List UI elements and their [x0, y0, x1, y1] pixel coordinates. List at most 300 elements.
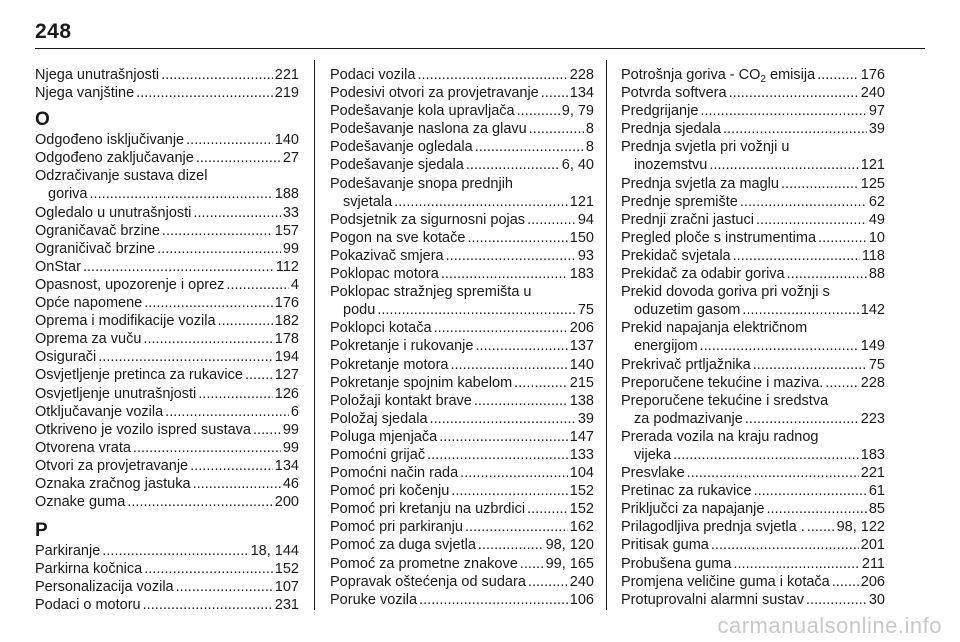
index-entry-term: Otkriveno je vozilo ispred sustava — [35, 421, 251, 438]
dot-leader — [161, 66, 273, 84]
index-entry-pages: 8 — [585, 121, 594, 138]
index-entry-pages: 127 — [274, 367, 299, 384]
index-entry[interactable] — [621, 591, 885, 609]
index-entry-term: Protuprovalni alarmni sustav — [621, 591, 804, 608]
dot-leader — [434, 319, 568, 337]
index-entry-pages: 39 — [868, 121, 885, 138]
index-entry-pages: 4 — [290, 276, 299, 293]
index-entry-term: Pomoćni grijač — [330, 446, 426, 463]
dot-leader — [517, 102, 560, 120]
index-entry-pages: 9, 79 — [561, 103, 594, 120]
index-entry-term-line1: Podešavanje snopa prednjih — [330, 175, 513, 192]
index-column-1 — [35, 66, 299, 615]
dot-leader — [766, 500, 866, 518]
index-entry-term: Pomoć pri kretanju na uzbrdici — [330, 501, 526, 518]
index-entry-term-line1: Prekid napajanja električnom — [621, 320, 808, 337]
index-entry-pages: 162 — [569, 519, 594, 536]
index-entry[interactable] — [330, 102, 594, 120]
dot-leader — [529, 120, 584, 138]
index-entry[interactable] — [330, 229, 594, 247]
index-entry[interactable] — [330, 283, 594, 319]
index-entry[interactable] — [621, 392, 885, 428]
dot-leader — [136, 84, 273, 102]
index-entry-term-line1: Prerada vozila na kraju radnog — [621, 428, 819, 445]
index-entry[interactable] — [330, 265, 594, 283]
index-entry-term-line1: Odzračivanje sustava dizel — [35, 168, 208, 185]
dot-leader — [465, 518, 568, 536]
index-entry-term: Prednja sjedala — [621, 121, 721, 138]
index-entry-pages: 176 — [274, 295, 299, 312]
index-entry-term: Prilagodljiva prednja svjetla . — [621, 519, 805, 536]
index-entry-pages: 221 — [860, 465, 885, 482]
index-entry-pages: 39 — [577, 410, 594, 427]
dot-leader — [253, 421, 281, 439]
dot-leader — [144, 294, 273, 312]
index-entry[interactable] — [621, 247, 885, 265]
dot-leader — [709, 156, 858, 174]
column-divider — [314, 60, 315, 610]
index-entry-term: Ograničivač brzine — [35, 240, 156, 257]
term-suffix: emisija — [765, 67, 816, 83]
index-entry[interactable] — [621, 573, 885, 591]
dot-leader — [475, 337, 567, 355]
index-entry-term: Pretinac za rukavice — [621, 483, 752, 500]
dot-leader — [143, 596, 273, 614]
index-entry-pages: 178 — [274, 331, 299, 348]
index-entry-pages: 221 — [274, 67, 299, 83]
dot-leader — [514, 374, 568, 392]
index-entry-pages: 88 — [868, 266, 885, 283]
index-entry[interactable] — [621, 518, 885, 536]
term-subscript: 2 — [760, 74, 766, 85]
index-entry[interactable] — [330, 573, 594, 591]
dot-leader — [133, 439, 281, 457]
index-entry-pages: 121 — [569, 193, 594, 210]
index-entry-term: Pogon na sve kotače — [330, 229, 466, 246]
index-entry[interactable] — [330, 319, 594, 337]
index-entry-term-line1: Prekid dovoda goriva pri vožnji s — [621, 284, 830, 301]
dot-leader — [245, 366, 273, 384]
dot-leader — [196, 149, 281, 167]
index-entry-term: oduzetim gasom — [634, 302, 741, 319]
index-entry[interactable] — [330, 84, 594, 102]
dot-leader — [832, 573, 859, 591]
dot-leader — [541, 84, 568, 102]
index-entry-pages: 6, 40 — [561, 157, 594, 174]
index-entry-pages: 6 — [290, 403, 299, 420]
index-entry-pages: 152 — [569, 501, 594, 518]
index-entry[interactable] — [621, 464, 885, 482]
index-entry-term: Popravak oštećenja od sudara — [330, 573, 526, 590]
index-entry-pages: 137 — [569, 338, 594, 355]
dot-leader — [466, 156, 560, 174]
index-entry-pages: 223 — [860, 410, 885, 427]
index-entry[interactable] — [621, 374, 885, 392]
index-entry[interactable] — [35, 421, 299, 439]
index-entry-term: goriva — [48, 186, 88, 203]
index-entry[interactable] — [35, 542, 299, 560]
index-entry[interactable] — [35, 578, 299, 596]
index-entry-term: Priključci za napajanje — [621, 501, 765, 518]
index-entry[interactable] — [35, 366, 299, 384]
index-entry-pages: 126 — [274, 385, 299, 402]
index-entry-pages: 188 — [274, 186, 299, 203]
index-entry-term — [621, 66, 815, 84]
index-entry-pages: 194 — [274, 349, 299, 366]
index-entry[interactable] — [330, 356, 594, 374]
index-entry-term: Podešavanje naslona za glavu — [330, 121, 527, 138]
index-entry-pages: 121 — [860, 157, 885, 174]
index-entry-term: Oznaka zračnog jastuka — [35, 475, 191, 492]
dot-leader — [186, 131, 273, 149]
index-entry-term: inozemstvu — [634, 157, 708, 174]
index-entry-term: Pomoć pri parkiranju — [330, 519, 463, 536]
index-entry-pages: 228 — [860, 374, 885, 391]
index-entry-term: Podsjetnik za sigurnosni pojas — [330, 211, 526, 228]
dot-leader — [193, 475, 281, 493]
index-column-2 — [330, 66, 594, 609]
dot-leader — [817, 66, 859, 84]
dot-leader — [190, 457, 273, 475]
index-entry-pages: 240 — [860, 85, 885, 102]
index-entry[interactable] — [621, 555, 885, 573]
dot-leader — [176, 578, 273, 596]
index-entry-term: Njega unutrašnjosti — [35, 67, 160, 83]
index-entry-term: Podaci o motoru — [35, 597, 141, 614]
index-entry-term-line1: Prednja svjetla pri vožnji u — [621, 139, 790, 156]
index-entry[interactable] — [35, 439, 299, 457]
column-divider — [606, 60, 607, 610]
index-entry-term: Pomoć za duga svjetla — [330, 537, 476, 554]
index-entry[interactable] — [330, 392, 594, 410]
index-entry[interactable] — [621, 536, 885, 554]
dot-leader — [198, 385, 273, 403]
index-entry-term: Pokretanje spojnim kabelom — [330, 374, 513, 391]
dot-leader — [83, 258, 274, 276]
dot-leader — [673, 446, 859, 464]
dot-leader — [807, 518, 835, 536]
index-entry-term: energijom — [634, 338, 698, 355]
dot-leader — [474, 392, 568, 410]
index-entry[interactable] — [330, 175, 594, 211]
dot-leader — [143, 330, 272, 348]
index-entry[interactable] — [35, 294, 299, 312]
index-entry[interactable] — [35, 403, 299, 421]
index-entry-pages: 147 — [569, 428, 594, 445]
index-entry[interactable] — [35, 204, 299, 222]
index-entry-term: Oprema za vuču — [35, 331, 142, 348]
index-entry-term: Preporučene tekućine i maziva. — [621, 374, 824, 391]
index-entry-term: Poruke vozila — [330, 591, 418, 608]
dot-leader — [193, 204, 280, 222]
index-entry-pages: 104 — [569, 465, 594, 482]
index-entry[interactable] — [330, 66, 594, 84]
index-entry[interactable] — [35, 475, 299, 493]
dot-leader — [729, 84, 859, 102]
index-entry-pages: 112 — [275, 258, 299, 275]
index-entry[interactable] — [35, 312, 299, 330]
index-entry-term: Predgrijanje — [621, 103, 699, 120]
index-entry[interactable] — [330, 518, 594, 536]
index-entry[interactable] — [330, 120, 594, 138]
index-entry[interactable] — [330, 428, 594, 446]
index-entry[interactable] — [35, 348, 299, 366]
dot-leader — [430, 410, 576, 428]
index-entry[interactable] — [330, 211, 594, 229]
dot-leader — [162, 222, 273, 240]
index-entry-pages: 94 — [577, 211, 594, 228]
index-entry[interactable] — [35, 596, 299, 614]
index-entry-term: Otključavanje vozila — [35, 403, 164, 420]
index-entry-pages: 152 — [274, 561, 299, 578]
dot-leader — [723, 120, 867, 138]
index-entry-pages: 93 — [577, 247, 594, 264]
index-entry[interactable] — [621, 356, 885, 374]
dot-leader — [439, 428, 568, 446]
index-entry-term: Opće napomene — [35, 295, 143, 312]
index-entry[interactable] — [621, 138, 885, 174]
index-entry-term: svjetala — [343, 193, 393, 210]
index-entry-term: Presvlake — [621, 465, 685, 482]
index-entry-pages: 18, 144 — [250, 543, 299, 560]
index-entry-pages: 85 — [868, 501, 885, 518]
index-entry-pages: 30 — [868, 591, 885, 608]
dot-leader — [446, 247, 576, 265]
index-entry[interactable] — [330, 536, 594, 554]
dot-leader — [754, 482, 867, 500]
index-entry-term: Prednji zračni jastuci — [621, 211, 754, 228]
index-entry-pages: 99 — [282, 439, 299, 456]
index-entry-pages: 152 — [569, 483, 594, 500]
index-entry-pages: 33 — [282, 204, 299, 221]
index-entry-term: Personalizacija vozila — [35, 579, 174, 596]
dot-leader — [733, 247, 860, 265]
dot-leader — [377, 301, 576, 319]
dot-leader — [90, 185, 273, 203]
index-entry-term: OnStar — [35, 258, 81, 275]
index-entry-pages: 134 — [274, 457, 299, 474]
index-entry[interactable] — [330, 410, 594, 428]
index-entry[interactable] — [621, 66, 885, 84]
index-entry-pages: 46 — [282, 475, 299, 492]
index-entry[interactable] — [621, 319, 885, 355]
index-entry-pages: 150 — [569, 229, 594, 246]
index-entry-pages: 125 — [860, 175, 885, 192]
index-entry[interactable] — [330, 374, 594, 392]
index-entry[interactable] — [330, 337, 594, 355]
index-entry[interactable] — [35, 330, 299, 348]
index-entry-term: Prekrivač prtljažnika — [621, 356, 751, 373]
index-entry-pages: 98, 122 — [836, 519, 885, 536]
index-entry-term: Podaci vozila — [330, 67, 416, 83]
index-entry-term: Osvjetljenje unutrašnjosti — [35, 385, 197, 402]
dot-leader — [733, 555, 859, 573]
index-entry[interactable] — [330, 591, 594, 609]
index-entry-term: Osvjetljenje pretinca za rukavice — [35, 367, 243, 384]
index-entry-pages: 8 — [585, 139, 594, 156]
index-entry-term: Prednje spremište — [621, 193, 738, 210]
index-entry-pages: 134 — [569, 85, 594, 102]
index-entry-term: Otvori za provjetravanje — [35, 457, 189, 474]
index-entry-term: Pokretanje motora — [330, 356, 449, 373]
dot-leader — [687, 464, 859, 482]
dot-leader — [450, 356, 567, 374]
index-entry[interactable] — [621, 229, 885, 247]
index-entry-pages: 97 — [868, 103, 885, 120]
index-entry-pages: 99 — [282, 240, 299, 257]
index-entry[interactable] — [330, 482, 594, 500]
index-entry-term: Pomoć za prometne znakove — [330, 555, 518, 572]
dot-leader — [781, 175, 859, 193]
index-entry-term: Pomoć pri kočenju — [330, 483, 450, 500]
dot-leader — [98, 348, 273, 366]
index-entry[interactable] — [621, 482, 885, 500]
index-entry-pages: 140 — [569, 356, 594, 373]
index-entry-pages: 140 — [274, 132, 299, 149]
index-entry-term: Parkiranje — [35, 543, 101, 560]
index-entry[interactable] — [621, 428, 885, 464]
index-entry[interactable] — [330, 138, 594, 156]
index-entry[interactable] — [330, 555, 594, 573]
index-entry-term: Oprema i modifikacije vozila — [35, 313, 216, 330]
index-entry-term: vijeka — [634, 446, 672, 463]
index-entry-pages: 138 — [569, 392, 594, 409]
index-entry-pages: 142 — [860, 302, 885, 319]
index-entry[interactable] — [621, 175, 885, 193]
index-entry-term: Pritisak guma — [621, 537, 709, 554]
dot-leader — [753, 356, 867, 374]
index-entry-pages: 75 — [868, 356, 885, 373]
index-entry-term: Podešavanje sjedala — [330, 157, 464, 174]
index-entry-term: Pokazivač smjera — [330, 247, 444, 264]
index-entry-pages: 61 — [868, 483, 885, 500]
index-entry[interactable] — [621, 265, 885, 283]
dot-leader — [127, 493, 273, 511]
index-entry[interactable] — [621, 500, 885, 518]
index-entry[interactable] — [35, 276, 299, 294]
index-entry[interactable] — [35, 84, 299, 102]
index-entry[interactable] — [35, 258, 299, 276]
dot-leader — [806, 591, 867, 609]
index-entry-term: Odgođeno zaključavanje — [35, 150, 194, 167]
index-entry[interactable] — [621, 193, 885, 211]
dot-leader — [756, 211, 867, 229]
index-entry[interactable] — [35, 66, 299, 84]
dot-leader — [441, 265, 568, 283]
index-entry[interactable] — [35, 457, 299, 475]
index-entry-pages: 99 — [282, 421, 299, 438]
index-entry-term: Opasnost, upozorenje i oprez — [35, 276, 225, 293]
index-entry[interactable] — [35, 149, 299, 167]
dot-leader — [165, 403, 289, 421]
index-entry-pages: 62 — [868, 193, 885, 210]
index-entry[interactable] — [35, 222, 299, 240]
dot-leader — [157, 240, 281, 258]
dot-leader — [394, 193, 568, 211]
index-entry-pages: 240 — [569, 573, 594, 590]
index-entry-term: Podesivi otvori za provjetravanje — [330, 85, 539, 102]
dot-leader — [742, 301, 858, 319]
index-entry-term: Promjena veličine guma i kotača — [621, 573, 830, 590]
index-entry-pages: 107 — [274, 579, 299, 596]
index-entry-pages: 206 — [860, 573, 885, 590]
dot-leader — [520, 555, 544, 573]
index-entry[interactable] — [621, 102, 885, 120]
index-entry-pages: 99, 165 — [545, 555, 594, 572]
dot-leader — [417, 66, 567, 84]
index-entry-term: Položaj sjedala — [330, 410, 428, 427]
index-entry[interactable] — [35, 385, 299, 403]
dot-leader — [700, 337, 859, 355]
index-entry-term: Pregled ploče s instrumentima — [621, 229, 817, 246]
index-entry-pages: 98, 120 — [545, 537, 594, 554]
index-entry-pages: 219 — [274, 85, 299, 102]
index-entry[interactable] — [330, 464, 594, 482]
page-number: 248 — [35, 20, 72, 43]
index-entry[interactable] — [35, 493, 299, 511]
index-entry-pages: 176 — [860, 67, 885, 83]
index-entry[interactable] — [35, 131, 299, 149]
index-entry-term: podu — [343, 302, 376, 319]
index-entry[interactable] — [330, 156, 594, 174]
index-entry[interactable] — [621, 84, 885, 102]
index-entry-pages: 10 — [868, 229, 885, 246]
dot-leader — [528, 573, 568, 591]
index-entry-term: Poklopac motora — [330, 266, 439, 283]
dot-leader — [787, 265, 867, 283]
dot-leader — [527, 211, 576, 229]
index-entry-term: Poluga mjenjača — [330, 428, 438, 445]
index-entry-pages: 183 — [569, 266, 594, 283]
index-entry[interactable] — [35, 240, 299, 258]
index-entry[interactable] — [621, 283, 885, 319]
dot-leader — [740, 193, 867, 211]
index-entry-term: Osigurači — [35, 349, 97, 366]
index-entry[interactable] — [330, 446, 594, 464]
index-entry-term: Probušena guma — [621, 555, 732, 572]
index-entry-term: Oznake guma — [35, 494, 126, 511]
index-entry-term: Ograničavač brzine — [35, 222, 160, 239]
watermark: carmanualsonline.info — [717, 613, 942, 638]
index-entry-term: Ogledalo u unutrašnjosti — [35, 204, 192, 221]
index-entry[interactable] — [330, 500, 594, 518]
index-entry-term: Položaji kontakt brave — [330, 392, 472, 409]
dot-leader — [451, 482, 568, 500]
index-entry[interactable] — [330, 247, 594, 265]
index-entry-term: Prekidač za odabir goriva — [621, 266, 785, 283]
section-letter: P — [35, 520, 48, 542]
index-entry[interactable] — [35, 560, 299, 578]
dot-leader — [467, 229, 567, 247]
dot-leader — [419, 591, 568, 609]
index-entry[interactable] — [621, 211, 885, 229]
index-entry[interactable] — [621, 120, 885, 138]
index-entry-pages: 133 — [569, 446, 594, 463]
index-entry-pages: 75 — [577, 302, 594, 319]
index-entry[interactable] — [35, 167, 299, 203]
dot-leader — [218, 312, 273, 330]
term-prefix: Potrošnja goriva - CO — [621, 67, 761, 83]
dot-leader — [102, 542, 248, 560]
index-entry-pages: 106 — [569, 591, 594, 608]
index-entry-pages: 182 — [274, 313, 299, 330]
index-entry-pages: 27 — [282, 150, 299, 167]
index-entry-term: Poklopci kotača — [330, 320, 432, 337]
index-entry-pages: 49 — [868, 211, 885, 228]
index-entry-term: Prekidač svjetala — [621, 247, 731, 264]
index-entry-term: Podešavanje kola upravljača — [330, 103, 515, 120]
index-entry-term-line1: Preporučene tekućine i sredstva — [621, 392, 829, 409]
